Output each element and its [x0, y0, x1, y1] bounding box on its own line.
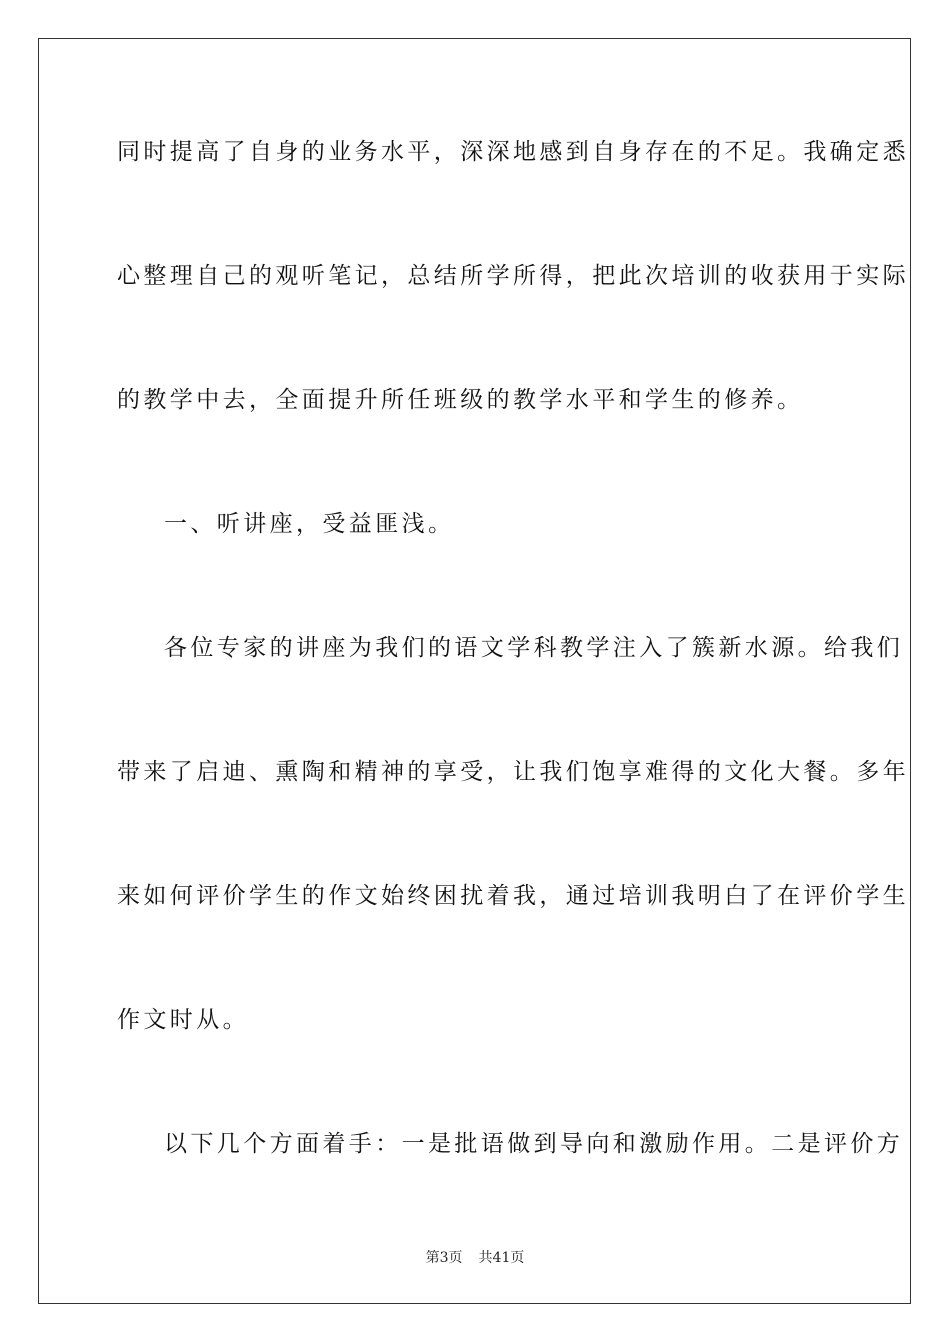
paragraph-line: 以下几个方面着手：一是批语做到导向和激励作用。二是评价方 [164, 1131, 904, 1157]
paragraph-line: 心整理自己的观听笔记，总结所学所得，把此次培训的收获用于实际 [117, 263, 909, 289]
paragraph-line: 作文时从。 [117, 1007, 249, 1033]
section-heading: 一、听讲座，受益匪浅。 [164, 511, 455, 537]
paragraph-line: 来如何评价学生的作文始终困扰着我，通过培训我明白了在评价学生 [117, 883, 909, 909]
page-border [38, 38, 911, 1304]
paragraph-line: 各位专家的讲座为我们的语文学科教学注入了簇新水源。给我们 [164, 635, 904, 661]
page-footer [0, 1247, 950, 1267]
paragraph-line: 带来了启迪、熏陶和精神的享受，让我们饱享难得的文化大餐。多年 [117, 759, 909, 785]
paragraph-line: 同时提高了自身的业务水平，深深地感到自身存在的不足。我确定悉 [117, 139, 909, 165]
total-pages: 共41页 [478, 1250, 525, 1266]
page-number: 第3页 [425, 1250, 463, 1266]
paragraph-line: 的教学中去，全面提升所任班级的教学水平和学生的修养。 [117, 387, 804, 413]
